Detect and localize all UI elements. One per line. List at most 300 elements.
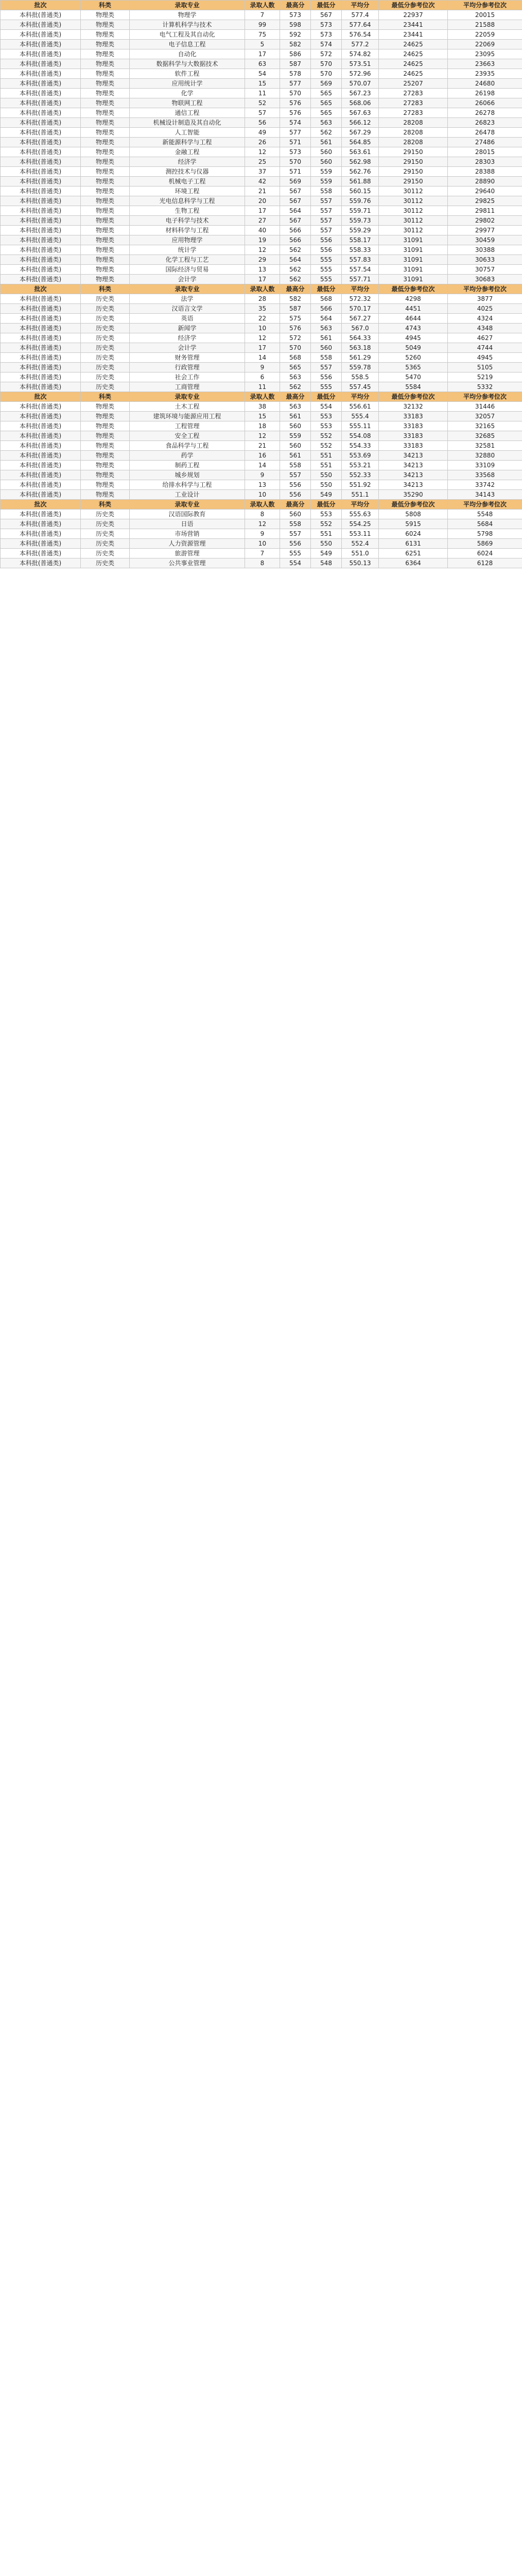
table-cell: 环境工程: [130, 187, 245, 196]
column-header: 平均分: [342, 392, 379, 402]
table-cell: 本科批(普通类): [1, 69, 81, 79]
table-cell: 20: [245, 196, 280, 206]
table-cell: 574: [311, 40, 342, 49]
table-cell: 本科批(普通类): [1, 490, 81, 500]
table-cell: 573: [311, 20, 342, 30]
table-cell: 598: [280, 20, 311, 30]
table-cell: 历史类: [81, 324, 130, 333]
table-cell: 本科批(普通类): [1, 30, 81, 40]
table-row: [1, 490, 522, 500]
table-cell: 22937: [379, 10, 448, 20]
table-cell: 562.98: [342, 157, 379, 167]
table-cell: 历史类: [81, 549, 130, 558]
table-cell: 本科批(普通类): [1, 470, 81, 480]
table-cell: 经济学: [130, 157, 245, 167]
table-cell: 城乡规划: [130, 470, 245, 480]
table-cell: 29802: [448, 216, 522, 226]
table-cell: 551: [311, 529, 342, 539]
table-cell: 34143: [448, 490, 522, 500]
table-cell: 558.5: [342, 372, 379, 382]
table-cell: 5049: [379, 343, 448, 353]
table-cell: 本科批(普通类): [1, 412, 81, 421]
table-row: [1, 333, 522, 343]
table-cell: 历史类: [81, 510, 130, 519]
table-cell: 578: [280, 69, 311, 79]
table-cell: 559.78: [342, 363, 379, 372]
table-cell: 本科批(普通类): [1, 549, 81, 558]
table-cell: 573: [280, 147, 311, 157]
table-cell: 559.73: [342, 216, 379, 226]
table-cell: 给排水科学与工程: [130, 480, 245, 490]
table-cell: 本科批(普通类): [1, 157, 81, 167]
table-cell: 5808: [379, 510, 448, 519]
table-cell: 573: [280, 10, 311, 20]
table-cell: 550.13: [342, 558, 379, 568]
table-cell: 28303: [448, 157, 522, 167]
table-cell: 560.15: [342, 187, 379, 196]
table-cell: 10: [245, 324, 280, 333]
table-cell: 本科批(普通类): [1, 226, 81, 235]
table-cell: 577: [280, 79, 311, 89]
table-cell: 32581: [448, 441, 522, 451]
table-row: [1, 421, 522, 431]
table-cell: 31091: [379, 245, 448, 255]
table-cell: 历史类: [81, 314, 130, 324]
table-row: [1, 79, 522, 89]
table-row: [1, 196, 522, 206]
table-cell: 31091: [379, 255, 448, 265]
table-cell: 567.0: [342, 324, 379, 333]
table-cell: 555.11: [342, 421, 379, 431]
table-cell: 23441: [379, 20, 448, 30]
table-cell: 34213: [379, 480, 448, 490]
column-header: 最低分: [311, 1, 342, 10]
column-header: 平均分: [342, 500, 379, 510]
table-cell: 75: [245, 30, 280, 40]
table-cell: 27283: [379, 98, 448, 108]
table-cell: 6364: [379, 558, 448, 568]
table-cell: 52: [245, 98, 280, 108]
table-cell: 574.82: [342, 49, 379, 59]
table-cell: 物理类: [81, 147, 130, 157]
table-cell: 7: [245, 10, 280, 20]
score-table: [0, 0, 522, 568]
table-cell: 18: [245, 421, 280, 431]
admission-score-table: [0, 0, 522, 568]
table-cell: 559.76: [342, 196, 379, 206]
table-cell: 物理类: [81, 441, 130, 451]
table-row: [1, 412, 522, 421]
table-cell: 13: [245, 265, 280, 275]
table-cell: 本科批(普通类): [1, 558, 81, 568]
table-cell: 物理类: [81, 49, 130, 59]
table-cell: 建筑环境与能源应用工程: [130, 412, 245, 421]
table-cell: 汉语言文学: [130, 304, 245, 314]
table-cell: 3877: [448, 294, 522, 304]
table-cell: 587: [280, 59, 311, 69]
table-cell: 25: [245, 157, 280, 167]
table-cell: 582: [280, 294, 311, 304]
table-cell: 物理类: [81, 480, 130, 490]
table-cell: 567.63: [342, 108, 379, 118]
table-cell: 4627: [448, 333, 522, 343]
table-cell: 本科批(普通类): [1, 216, 81, 226]
table-cell: 土木工程: [130, 402, 245, 412]
table-row: [1, 167, 522, 177]
table-cell: 557.45: [342, 382, 379, 392]
table-cell: 物理类: [81, 470, 130, 480]
table-row: [1, 187, 522, 196]
table-cell: 568: [280, 353, 311, 363]
table-cell: 560: [311, 157, 342, 167]
table-cell: 28208: [379, 128, 448, 138]
table-cell: 物理类: [81, 265, 130, 275]
table-cell: 历史类: [81, 372, 130, 382]
column-header: 最低分参考位次: [379, 1, 448, 10]
table-cell: 26198: [448, 89, 522, 98]
table-cell: 560: [311, 343, 342, 353]
table-cell: 567.29: [342, 128, 379, 138]
table-cell: 572: [280, 333, 311, 343]
table-cell: 561: [280, 451, 311, 461]
table-cell: 物理学: [130, 10, 245, 20]
table-cell: 安全工程: [130, 431, 245, 441]
table-cell: 558.33: [342, 245, 379, 255]
table-row: [1, 157, 522, 167]
table-cell: 555: [311, 255, 342, 265]
table-row: [1, 275, 522, 284]
table-cell: 历史类: [81, 294, 130, 304]
column-header: 录取人数: [245, 284, 280, 294]
table-row: [1, 98, 522, 108]
table-cell: 机械设计制造及其自动化: [130, 118, 245, 128]
table-row: [1, 549, 522, 558]
table-cell: 32057: [448, 412, 522, 421]
table-cell: 567: [280, 196, 311, 206]
table-row: [1, 304, 522, 314]
column-header: 录取人数: [245, 1, 280, 10]
table-cell: 本科批(普通类): [1, 275, 81, 284]
table-cell: 558.17: [342, 235, 379, 245]
table-cell: 558: [311, 353, 342, 363]
table-row: [1, 226, 522, 235]
table-cell: 本科批(普通类): [1, 206, 81, 216]
table-cell: 27283: [379, 89, 448, 98]
table-row: [1, 451, 522, 461]
table-cell: 4451: [379, 304, 448, 314]
table-cell: 567: [280, 187, 311, 196]
table-cell: 本科批(普通类): [1, 402, 81, 412]
table-cell: 本科批(普通类): [1, 382, 81, 392]
table-cell: 数据科学与大数据技术: [130, 59, 245, 69]
table-cell: 市场营销: [130, 529, 245, 539]
table-cell: 物理类: [81, 431, 130, 441]
table-cell: 12: [245, 147, 280, 157]
column-header: 批次: [1, 392, 81, 402]
table-cell: 562: [280, 245, 311, 255]
table-cell: 570: [280, 343, 311, 353]
table-row: [1, 118, 522, 128]
table-cell: 4945: [448, 353, 522, 363]
table-cell: 31446: [448, 402, 522, 412]
table-cell: 554: [311, 402, 342, 412]
table-cell: 7: [245, 549, 280, 558]
table-cell: 历史类: [81, 539, 130, 549]
table-cell: 563: [311, 324, 342, 333]
table-cell: 562: [311, 128, 342, 138]
column-header: 录取人数: [245, 500, 280, 510]
table-cell: 582: [280, 40, 311, 49]
table-cell: 历史类: [81, 519, 130, 529]
table-row: [1, 10, 522, 20]
column-header: 最高分: [280, 1, 311, 10]
table-cell: 571: [280, 138, 311, 147]
table-cell: 20015: [448, 10, 522, 20]
table-cell: 42: [245, 177, 280, 187]
table-cell: 5869: [448, 539, 522, 549]
table-cell: 565: [311, 108, 342, 118]
table-cell: 33183: [379, 421, 448, 431]
table-cell: 34213: [379, 461, 448, 470]
table-cell: 33183: [379, 412, 448, 421]
table-cell: 本科批(普通类): [1, 40, 81, 49]
table-cell: 557.83: [342, 255, 379, 265]
table-row: [1, 343, 522, 353]
table-cell: 5260: [379, 353, 448, 363]
table-cell: 552: [311, 519, 342, 529]
table-cell: 551.1: [342, 490, 379, 500]
table-cell: 560: [280, 510, 311, 519]
table-cell: 物理类: [81, 69, 130, 79]
table-row: [1, 235, 522, 245]
table-cell: 物理类: [81, 128, 130, 138]
table-cell: 14: [245, 353, 280, 363]
table-cell: 19: [245, 235, 280, 245]
column-header: 平均分参考位次: [448, 500, 522, 510]
table-cell: 29150: [379, 167, 448, 177]
table-cell: 566: [311, 304, 342, 314]
table-cell: 12: [245, 431, 280, 441]
table-cell: 本科批(普通类): [1, 108, 81, 118]
table-cell: 11: [245, 382, 280, 392]
table-cell: 552: [311, 431, 342, 441]
table-cell: 16: [245, 451, 280, 461]
table-cell: 25207: [379, 79, 448, 89]
table-cell: 575: [280, 314, 311, 324]
table-cell: 566: [280, 235, 311, 245]
table-cell: 33183: [379, 431, 448, 441]
table-cell: 15: [245, 79, 280, 89]
table-cell: 559: [311, 167, 342, 177]
table-row: [1, 314, 522, 324]
table-cell: 物理类: [81, 255, 130, 265]
table-cell: 本科批(普通类): [1, 79, 81, 89]
table-cell: 557: [311, 363, 342, 372]
table-cell: 99: [245, 20, 280, 30]
table-cell: 565: [311, 98, 342, 108]
table-row: [1, 353, 522, 363]
table-cell: 567.27: [342, 314, 379, 324]
table-cell: 物理类: [81, 118, 130, 128]
table-cell: 30112: [379, 187, 448, 196]
table-cell: 6: [245, 372, 280, 382]
table-cell: 553.21: [342, 461, 379, 470]
column-header: 平均分: [342, 1, 379, 10]
table-cell: 556.61: [342, 402, 379, 412]
table-cell: 8: [245, 558, 280, 568]
table-cell: 5105: [448, 363, 522, 372]
table-cell: 本科批(普通类): [1, 177, 81, 187]
table-cell: 557: [280, 529, 311, 539]
table-cell: 553.69: [342, 451, 379, 461]
table-row: [1, 324, 522, 333]
table-cell: 9: [245, 529, 280, 539]
table-cell: 本科批(普通类): [1, 245, 81, 255]
table-cell: 物理类: [81, 245, 130, 255]
table-cell: 14: [245, 461, 280, 470]
table-row: [1, 510, 522, 519]
table-cell: 564: [311, 314, 342, 324]
table-cell: 21588: [448, 20, 522, 30]
table-cell: 574: [280, 118, 311, 128]
table-cell: 6128: [448, 558, 522, 568]
table-cell: 31091: [379, 265, 448, 275]
table-cell: 557.54: [342, 265, 379, 275]
table-cell: 569: [280, 177, 311, 187]
table-cell: 550: [311, 480, 342, 490]
table-cell: 559: [311, 177, 342, 187]
table-cell: 27: [245, 216, 280, 226]
table-cell: 工程管理: [130, 421, 245, 431]
table-cell: 21: [245, 187, 280, 196]
table-cell: 555: [311, 275, 342, 284]
table-cell: 电子信息工程: [130, 40, 245, 49]
table-cell: 4025: [448, 304, 522, 314]
table-cell: 573: [311, 30, 342, 40]
table-cell: 555: [311, 265, 342, 275]
table-cell: 机械电子工程: [130, 177, 245, 187]
table-cell: 566.12: [342, 118, 379, 128]
table-cell: 32165: [448, 421, 522, 431]
table-cell: 577.4: [342, 10, 379, 20]
table-row: [1, 108, 522, 118]
table-row: [1, 177, 522, 187]
table-cell: 32880: [448, 451, 522, 461]
table-row: [1, 255, 522, 265]
table-cell: 5915: [379, 519, 448, 529]
table-cell: 历史类: [81, 333, 130, 343]
table-cell: 化学工程与工艺: [130, 255, 245, 265]
table-cell: 本科批(普通类): [1, 49, 81, 59]
table-cell: 49: [245, 128, 280, 138]
table-cell: 29150: [379, 157, 448, 167]
table-cell: 5365: [379, 363, 448, 372]
table-cell: 33109: [448, 461, 522, 470]
table-cell: 551.92: [342, 480, 379, 490]
table-cell: 26823: [448, 118, 522, 128]
table-cell: 物理类: [81, 235, 130, 245]
table-cell: 17: [245, 343, 280, 353]
table-cell: 物理类: [81, 138, 130, 147]
table-cell: 32132: [379, 402, 448, 412]
table-row: [1, 294, 522, 304]
table-cell: 经济学: [130, 333, 245, 343]
table-cell: 29811: [448, 206, 522, 216]
table-cell: 工业设计: [130, 490, 245, 500]
table-cell: 559.71: [342, 206, 379, 216]
table-cell: 22059: [448, 30, 522, 40]
table-cell: 5219: [448, 372, 522, 382]
table-cell: 35290: [379, 490, 448, 500]
table-cell: 567: [280, 216, 311, 226]
table-row: [1, 40, 522, 49]
table-cell: 29825: [448, 196, 522, 206]
table-cell: 本科批(普通类): [1, 519, 81, 529]
table-cell: 历史类: [81, 353, 130, 363]
table-cell: 6131: [379, 539, 448, 549]
table-cell: 通信工程: [130, 108, 245, 118]
table-cell: 30112: [379, 206, 448, 216]
table-cell: 554.33: [342, 441, 379, 451]
table-cell: 29: [245, 255, 280, 265]
table-cell: 本科批(普通类): [1, 421, 81, 431]
table-cell: 物联网工程: [130, 98, 245, 108]
table-cell: 物理类: [81, 98, 130, 108]
table-cell: 10: [245, 490, 280, 500]
table-cell: 28890: [448, 177, 522, 187]
table-cell: 物理类: [81, 177, 130, 187]
table-cell: 4298: [379, 294, 448, 304]
table-cell: 33183: [379, 441, 448, 451]
table-cell: 24625: [379, 69, 448, 79]
table-cell: 药学: [130, 451, 245, 461]
table-row: [1, 372, 522, 382]
table-cell: 制药工程: [130, 461, 245, 470]
table-cell: 570: [311, 69, 342, 79]
column-header: 平均分参考位次: [448, 392, 522, 402]
table-cell: 本科批(普通类): [1, 235, 81, 245]
table-cell: 生物工程: [130, 206, 245, 216]
table-row: [1, 49, 522, 59]
table-cell: 本科批(普通类): [1, 255, 81, 265]
table-cell: 561.29: [342, 353, 379, 363]
table-row: [1, 69, 522, 79]
table-cell: 576: [280, 98, 311, 108]
table-cell: 570.07: [342, 79, 379, 89]
table-cell: 56: [245, 118, 280, 128]
table-cell: 557: [311, 206, 342, 216]
table-cell: 物理类: [81, 461, 130, 470]
table-cell: 30388: [448, 245, 522, 255]
table-cell: 551: [311, 461, 342, 470]
table-cell: 物理类: [81, 187, 130, 196]
table-cell: 32685: [448, 431, 522, 441]
table-cell: 564.33: [342, 333, 379, 343]
table-cell: 577: [280, 128, 311, 138]
table-row: [1, 519, 522, 529]
table-cell: 29640: [448, 187, 522, 196]
table-cell: 554.08: [342, 431, 379, 441]
table-cell: 测控技术与仪器: [130, 167, 245, 177]
table-cell: 570: [311, 59, 342, 69]
table-cell: 23095: [448, 49, 522, 59]
table-cell: 566: [280, 226, 311, 235]
table-cell: 554: [280, 558, 311, 568]
table-cell: 40: [245, 226, 280, 235]
table-row: [1, 431, 522, 441]
table-cell: 本科批(普通类): [1, 353, 81, 363]
table-cell: 30459: [448, 235, 522, 245]
